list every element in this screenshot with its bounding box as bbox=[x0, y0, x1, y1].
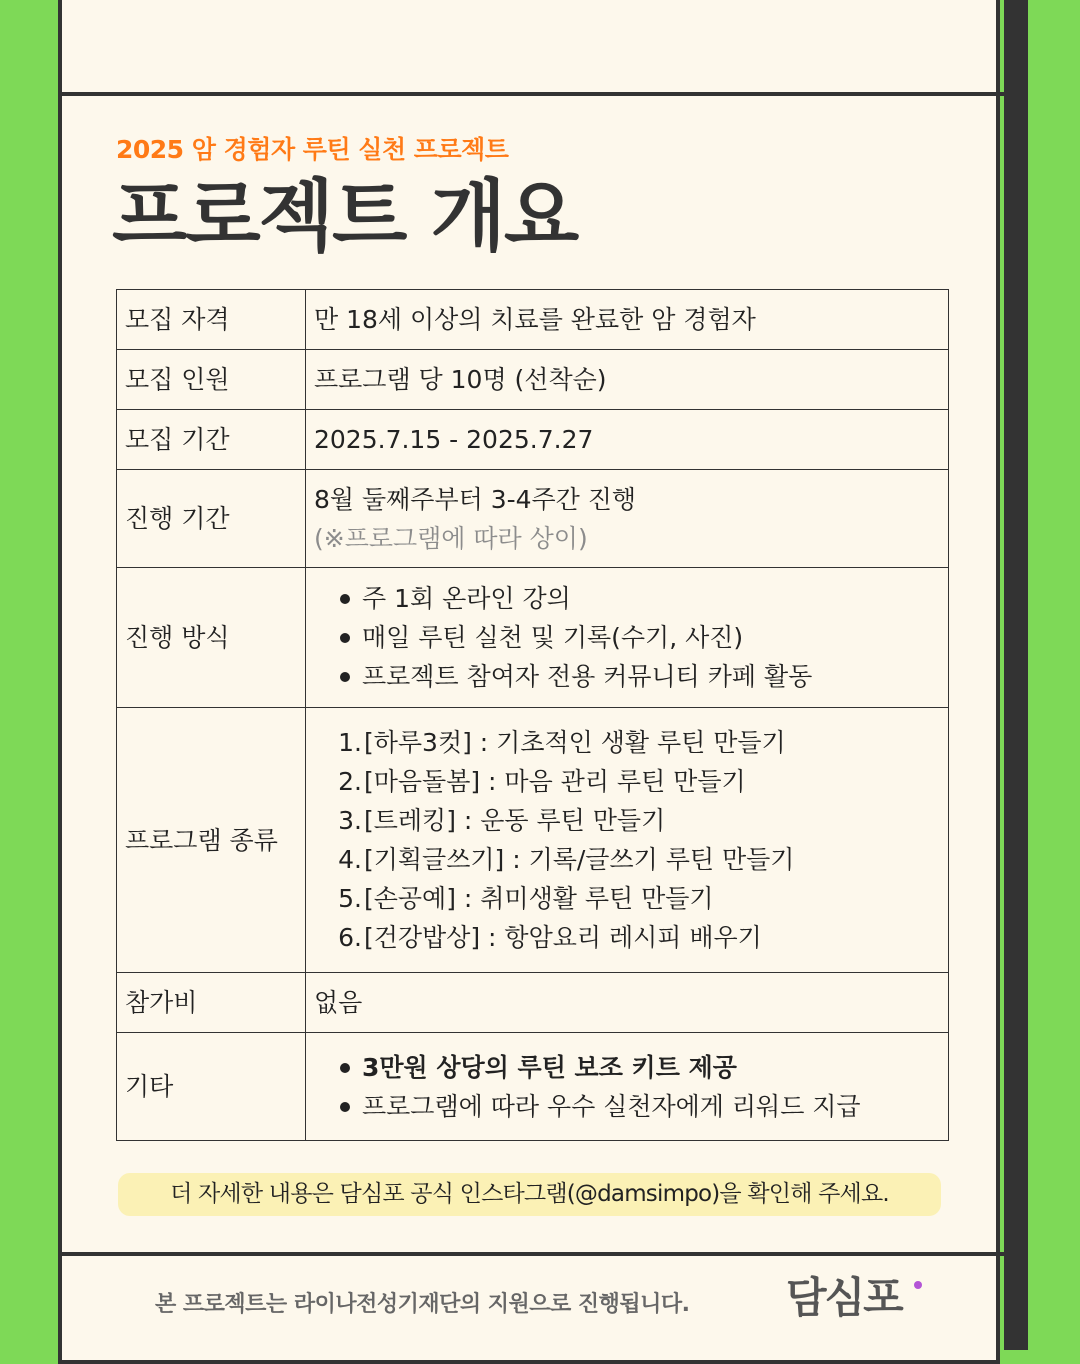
list-number: 1. bbox=[338, 728, 362, 757]
list-item: 매일 루틴 실천 및 기록(수기, 사진) bbox=[314, 618, 940, 657]
table-row bbox=[117, 410, 949, 470]
list-item: 프로그램에 따라 우수 실천자에게 리워드 지급 bbox=[314, 1087, 940, 1126]
list-item bbox=[314, 840, 940, 879]
page-title: 프로젝트 개요 bbox=[112, 172, 578, 262]
list-item: 프로젝트 참여자 전용 커뮤니티 카페 활동 bbox=[314, 657, 940, 696]
table-row bbox=[117, 470, 949, 568]
row-label-eligibility: 모집 자격 bbox=[117, 290, 306, 350]
list-item bbox=[314, 801, 940, 840]
row-value-run-period bbox=[306, 470, 949, 568]
row-label-recruit-period: 모집 기간 bbox=[117, 410, 306, 470]
program-text: [손공예] : 취미생활 루틴 만들기 bbox=[364, 884, 714, 913]
program-text: [건강밥상] : 항암요리 레시피 배우기 bbox=[364, 923, 762, 952]
row-value-method bbox=[306, 568, 949, 708]
list-item: 주 1회 온라인 강의 bbox=[314, 579, 940, 618]
program-text: [마음돌봄] : 마음 관리 루틴 만들기 bbox=[364, 767, 746, 796]
list-number: 5. bbox=[338, 884, 362, 913]
list-number: 6. bbox=[338, 923, 362, 952]
row-value-recruit-period: 2025.7.15 - 2025.7.27 bbox=[306, 410, 949, 470]
etc-list bbox=[314, 1048, 940, 1126]
method-list bbox=[314, 579, 940, 696]
list-item bbox=[314, 918, 940, 957]
row-label-method: 진행 방식 bbox=[117, 568, 306, 708]
row-value-programs bbox=[306, 708, 949, 973]
program-text: [트레킹] : 운동 루틴 만들기 bbox=[364, 806, 666, 835]
list-number: 4. bbox=[338, 845, 362, 874]
list-item bbox=[314, 723, 940, 762]
run-period-note: (※프로그램에 따라 상이) bbox=[314, 523, 588, 553]
card-shadow bbox=[1004, 0, 1028, 1350]
list-item bbox=[314, 879, 940, 918]
bottom-divider bbox=[58, 1252, 1004, 1256]
project-subtitle: 2025 암 경험자 루틴 실천 프로젝트 bbox=[116, 135, 509, 164]
row-value-fee: 없음 bbox=[306, 973, 949, 1033]
table-row bbox=[117, 708, 949, 973]
table-row bbox=[117, 290, 949, 350]
run-period-text: 8월 둘째주부터 3-4주간 진행 bbox=[314, 484, 637, 514]
table-row bbox=[117, 350, 949, 410]
row-label-programs: 프로그램 종류 bbox=[117, 708, 306, 973]
table-row bbox=[117, 1033, 949, 1141]
row-value-etc bbox=[306, 1033, 949, 1141]
list-item bbox=[314, 762, 940, 801]
instagram-notice: 더 자세한 내용은 담심포 공식 인스타그램(@damsimpo)을 확인해 주세요. bbox=[118, 1173, 941, 1216]
top-divider bbox=[58, 92, 1004, 96]
row-value-capacity: 프로그램 당 10명 (선착순) bbox=[306, 350, 949, 410]
overview-table bbox=[116, 289, 949, 1141]
row-label-run-period: 진행 기간 bbox=[117, 470, 306, 568]
row-label-fee: 참가비 bbox=[117, 973, 306, 1033]
row-label-etc: 기타 bbox=[117, 1033, 306, 1141]
sponsor-note: 본 프로젝트는 라이나전성기재단의 지원으로 진행됩니다. bbox=[155, 1292, 690, 1317]
program-list bbox=[314, 723, 940, 957]
list-number: 2. bbox=[338, 767, 362, 796]
table-row bbox=[117, 568, 949, 708]
list-number: 3. bbox=[338, 806, 362, 835]
row-value-eligibility: 만 18세 이상의 치료를 완료한 암 경험자 bbox=[306, 290, 949, 350]
brand-logo: 담심포 bbox=[786, 1273, 902, 1322]
logo-dot-icon bbox=[914, 1281, 922, 1289]
list-item: 3만원 상당의 루틴 보조 키트 제공 bbox=[314, 1048, 940, 1087]
table-row bbox=[117, 973, 949, 1033]
row-label-capacity: 모집 인원 bbox=[117, 350, 306, 410]
program-text: [하루3컷] : 기초적인 생활 루틴 만들기 bbox=[364, 728, 786, 757]
program-text: [기획글쓰기] : 기록/글쓰기 루틴 만들기 bbox=[364, 845, 795, 874]
